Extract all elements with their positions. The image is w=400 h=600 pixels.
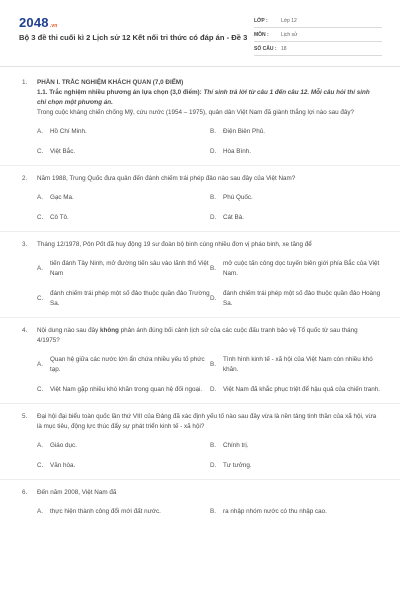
question-divider (0, 231, 400, 232)
info-label: SỐ CÂU : (254, 45, 277, 52)
header (0, 0, 400, 64)
option-b[interactable] (210, 259, 383, 279)
question-divider (0, 165, 400, 166)
question-1 (0, 78, 400, 166)
exam-info-table (254, 14, 382, 56)
question-3 (0, 240, 400, 318)
question-body: Trong cuộc kháng chiến chống Mỹ, cứu nước (1954 – 1975), quân dân Việt Nam đã giành thắng lợi nào sau đây? (37, 109, 355, 116)
option-d[interactable] (210, 213, 383, 223)
info-value: 18 (281, 45, 287, 52)
question-5 (0, 412, 400, 480)
option-c[interactable] (37, 213, 210, 223)
option-text: mở cuộc tấn công dọc tuyến biên giới phía Bắc của Việt Nam. (223, 260, 380, 277)
option-text: thực hiện thành công đổi mới đất nước. (50, 508, 161, 515)
answer-options (37, 507, 400, 517)
option-letter: D. (210, 462, 217, 469)
question-number: 2. (22, 175, 28, 182)
info-label: LỚP : (254, 17, 268, 24)
option-letter: C. (37, 386, 44, 393)
question-text: Đại hội đại biểu toàn quốc lần thứ VIII của Đảng đã xác định yếu tố nào sau đây vừa là nền tảng tinh thần của xã hội, vừa là mục tiêu, động lực thúc đẩy sự phát triển kinh tế - xã hội? (37, 413, 377, 430)
option-letter: A. (37, 194, 43, 201)
option-letter: D. (210, 148, 217, 155)
option-b[interactable] (210, 127, 383, 137)
question-6 (0, 488, 400, 517)
option-b[interactable] (210, 441, 383, 451)
option-d[interactable] (210, 385, 383, 395)
option-text: Quan hệ giữa các nước lớn ẩn chứa nhiều yếu tố phức tạp. (50, 356, 205, 373)
option-b[interactable] (210, 507, 383, 517)
question-divider (0, 403, 400, 404)
question-number: 4. (22, 327, 28, 334)
page-title: Bộ 3 đề thi cuối kì 2 Lịch sử 12 Kết nối tri thức có đáp án - Đề 3 (19, 33, 248, 42)
option-d[interactable] (210, 147, 383, 157)
site-logo[interactable] (19, 15, 58, 30)
info-row-class (254, 14, 382, 28)
option-letter: A. (37, 265, 43, 272)
question-number: 3. (22, 241, 28, 248)
option-text: Hòa Bình. (223, 148, 252, 155)
option-text: Giáo dục. (50, 442, 77, 449)
option-text: tiến đánh Tây Ninh, mở đường tiến sâu vào lãnh thổ Việt Nam (50, 260, 209, 277)
option-c[interactable] (37, 147, 210, 157)
option-letter: B. (210, 442, 216, 449)
logo-suffix: .vn (49, 23, 58, 29)
option-letter: C. (37, 148, 44, 155)
option-text: Việt Bắc. (50, 148, 76, 155)
option-letter: A. (37, 361, 43, 368)
option-text: Tư tưởng. (223, 462, 252, 469)
option-text: Cô Tô. (50, 214, 69, 221)
question-text (37, 326, 380, 346)
question-4 (0, 326, 400, 404)
answer-options (37, 259, 400, 309)
option-letter: A. (37, 128, 43, 135)
option-b[interactable] (210, 193, 383, 203)
option-a[interactable] (37, 127, 210, 137)
option-letter: B. (210, 265, 216, 272)
option-letter: C. (37, 214, 44, 221)
option-text: đánh chiếm trái phép một số đảo thuộc quần đảo Hoàng Sa. (223, 290, 381, 307)
option-c[interactable] (37, 461, 210, 471)
option-d[interactable] (210, 289, 383, 309)
answer-options (37, 355, 400, 395)
option-a[interactable] (37, 355, 210, 375)
question-number: 6. (22, 489, 28, 496)
question-divider (0, 317, 400, 318)
question-number: 1. (22, 79, 28, 86)
question-text-after: phản ánh đúng bối cảnh lịch sử của các cuộc đấu tranh bảo vệ Tổ quốc từ sau tháng 4/1975? (37, 327, 358, 344)
option-letter: D. (210, 386, 217, 393)
option-text: Phú Quốc. (223, 194, 253, 201)
subsection-heading: 1.1. Trắc nghiệm nhiều phương án lựa chọn (3,0 điểm): (37, 89, 202, 96)
option-text: Tình hình kinh tế - xã hội của Việt Nam còn nhiều khó khăn. (223, 356, 373, 373)
option-c[interactable] (37, 385, 210, 395)
info-value: Lớp 12 (281, 17, 297, 24)
option-letter: A. (37, 442, 43, 449)
info-row-question-count (254, 42, 382, 56)
question-2 (0, 174, 400, 232)
option-letter: B. (210, 508, 216, 515)
option-text: Hồ Chí Minh. (50, 128, 87, 135)
answer-options (37, 127, 400, 157)
logo-main: 2048 (19, 15, 49, 30)
option-letter: C. (37, 462, 44, 469)
header-divider (0, 66, 400, 67)
option-a[interactable] (37, 193, 210, 203)
option-letter: D. (210, 295, 217, 302)
option-letter: B. (210, 194, 216, 201)
question-text (37, 78, 380, 118)
answer-options (37, 441, 400, 471)
question-list (0, 78, 400, 517)
option-letter: C. (37, 295, 44, 302)
option-letter: D. (210, 214, 217, 221)
answer-options (37, 193, 400, 223)
section-heading: PHẦN I. TRẮC NGHIỆM KHÁCH QUAN (7,0 ĐIỂM) (37, 79, 184, 86)
option-a[interactable] (37, 441, 210, 451)
question-emphasis: không (100, 327, 119, 334)
question-number: 5. (22, 413, 28, 420)
option-c[interactable] (37, 289, 210, 309)
instruction-text: Thí sinh trả lời từ câu 1 đến câu 12. Mỗi câu hỏi thí sinh chỉ chọn một phương án. (37, 89, 370, 106)
option-text: Điện Biên Phủ. (223, 128, 266, 135)
option-text: Văn hóa. (50, 462, 76, 469)
option-letter: B. (210, 128, 216, 135)
option-text: ra nhập nhóm nước có thu nhập cao. (223, 508, 327, 515)
info-value: Lịch sử (281, 31, 298, 38)
option-text: Gạc Ma. (50, 194, 74, 201)
question-divider (0, 479, 400, 480)
option-a[interactable] (37, 259, 210, 279)
option-d[interactable] (210, 461, 383, 471)
question-text: Tháng 12/1978, Pôn Pốt đã huy động 19 sư đoàn bộ binh cùng nhiều đơn vị pháo binh, xe tăng để (37, 241, 312, 248)
option-letter: B. (210, 361, 216, 368)
info-label: MÔN : (254, 31, 269, 38)
option-text: Chính trị. (223, 442, 249, 449)
info-row-subject (254, 28, 382, 42)
section-instruction (37, 88, 380, 108)
option-a[interactable] (37, 507, 210, 517)
question-text: Năm 1988, Trung Quốc đưa quân đến đánh chiếm trái phép đảo nào sau đây của Việt Nam? (37, 175, 296, 182)
question-text-before: Nội dung nào sau đây (37, 327, 99, 334)
option-text: đánh chiếm trái phép một số đảo thuộc quần đảo Trường Sa. (50, 290, 210, 307)
option-text: Cát Bà. (223, 214, 244, 221)
option-letter: A. (37, 508, 43, 515)
option-b[interactable] (210, 355, 383, 375)
option-text: Việt Nam gặp nhiều khó khăn trong quan hệ đối ngoại. (50, 386, 203, 393)
question-text: Đến năm 2008, Việt Nam đã (37, 489, 117, 496)
option-text: Việt Nam đã khắc phục triệt để hậu quả của chiến tranh. (223, 386, 381, 393)
